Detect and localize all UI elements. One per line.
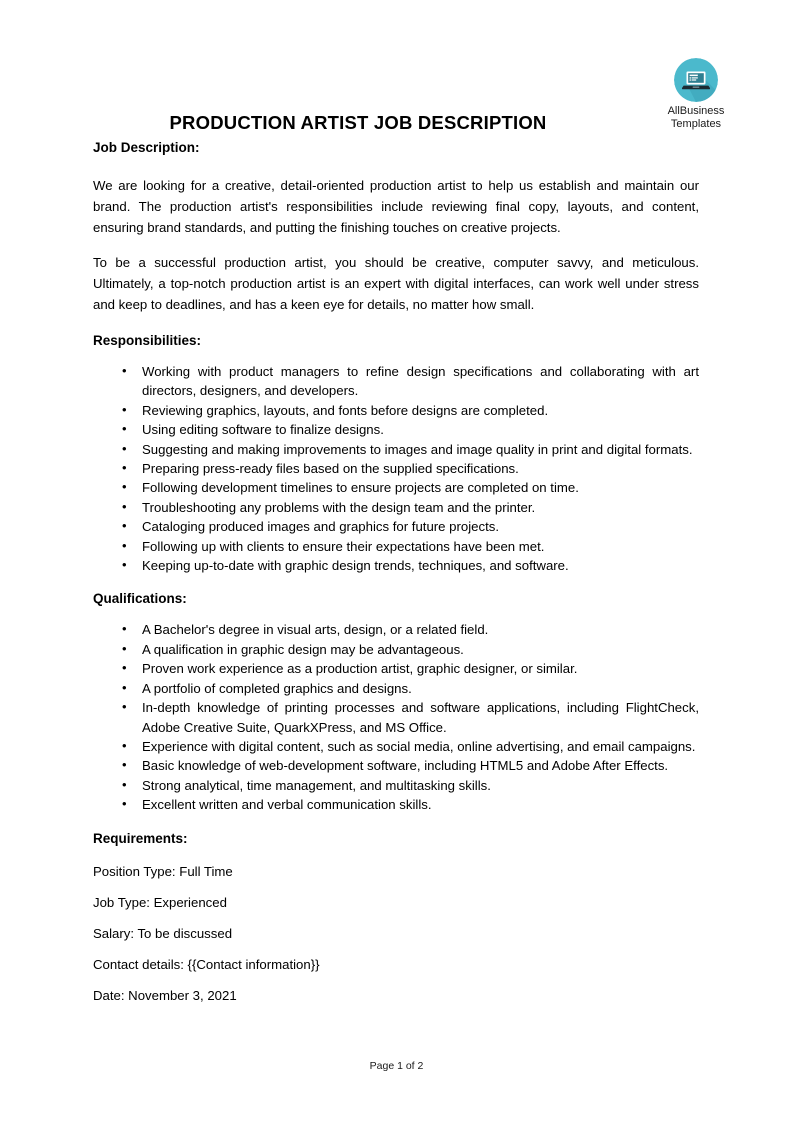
- qualifications-list: [93, 620, 699, 814]
- requirement-contact-details: Contact details: {{Contact information}}: [93, 956, 320, 972]
- list-item: • Proven work experience as a production artist, graphic designer, or similar.: [93, 659, 699, 678]
- list-item: • Using editing software to finalize designs.: [93, 420, 699, 439]
- list-item: • A qualification in graphic design may be advantageous.: [93, 640, 699, 659]
- list-item: • Keeping up-to-date with graphic design trends, techniques, and software.: [93, 556, 699, 575]
- responsibilities-list: [93, 362, 699, 575]
- brand-logo: [650, 58, 742, 130]
- document-body: [93, 140, 699, 1005]
- requirements-heading: Requirements:: [93, 830, 188, 846]
- laptop-icon: [674, 58, 718, 102]
- brand-logo-caption: [650, 105, 742, 130]
- requirement-position-type: Position Type: Full Time: [93, 863, 233, 879]
- list-item: • In-depth knowledge of printing processes and software applications, including FlightCheck, Adobe Creative Suite, QuarkXPress, and MS Office.: [93, 698, 699, 737]
- list-item: • A Bachelor's degree in visual arts, design, or a related field.: [93, 620, 699, 639]
- intro-paragraph-1: We are looking for a creative, detail-oriented production artist to help us establish and maintain our brand. The production artist's responsibilities include reviewing final copy, layouts, and content, ensuring brand standards, and putting the finishing touches on creative projects.: [93, 178, 699, 235]
- job-description-heading: Job Description:: [93, 140, 200, 155]
- list-item: • Following up with clients to ensure their expectations have been met.: [93, 537, 699, 556]
- list-item: • Basic knowledge of web-development software, including HTML5 and Adobe After Effects.: [93, 756, 699, 775]
- list-item: • Troubleshooting any problems with the design team and the printer.: [93, 498, 699, 517]
- list-item: • Excellent written and verbal communication skills.: [93, 795, 699, 814]
- list-item: • Strong analytical, time management, and multitasking skills.: [93, 776, 699, 795]
- list-item: • Reviewing graphics, layouts, and fonts before designs are completed.: [93, 401, 699, 420]
- brand-name-line1: AllBusiness: [667, 105, 725, 117]
- list-item: • Preparing press-ready files based on the supplied specifications.: [93, 459, 699, 478]
- requirement-salary: Salary: To be discussed: [93, 925, 233, 941]
- requirement-job-type: Job Type: Experienced: [93, 894, 227, 910]
- brand-name-line2: Templates: [670, 117, 722, 130]
- page-footer: Page 1 of 2: [369, 1060, 424, 1072]
- list-item: • A portfolio of completed graphics and designs.: [93, 679, 699, 698]
- list-item: • Following development timelines to ensure projects are completed on time.: [93, 478, 699, 497]
- list-item: • Cataloging produced images and graphics for future projects.: [93, 517, 699, 536]
- responsibilities-heading: Responsibilities:: [93, 333, 202, 348]
- page-title: PRODUCTION ARTIST JOB DESCRIPTION: [169, 112, 547, 133]
- requirement-date: Date: November 3, 2021: [93, 987, 237, 1003]
- qualifications-heading: Qualifications:: [93, 591, 187, 607]
- list-item: • Suggesting and making improvements to images and image quality in print and digital formats.: [93, 440, 699, 459]
- list-item: • Experience with digital content, such as social media, online advertising, and email campaigns.: [93, 737, 699, 756]
- list-item: • Working with product managers to refine design specifications and collaborating with art directors, designers, and developers.: [93, 362, 699, 401]
- intro-paragraph-2: To be a successful production artist, you should be creative, computer savvy, and meticulous. Ultimately, a top-notch production artist is an expert with digital interfaces, can work well under stress and keep to deadlines, and has a keen eye for details, no matter how small.: [93, 255, 699, 312]
